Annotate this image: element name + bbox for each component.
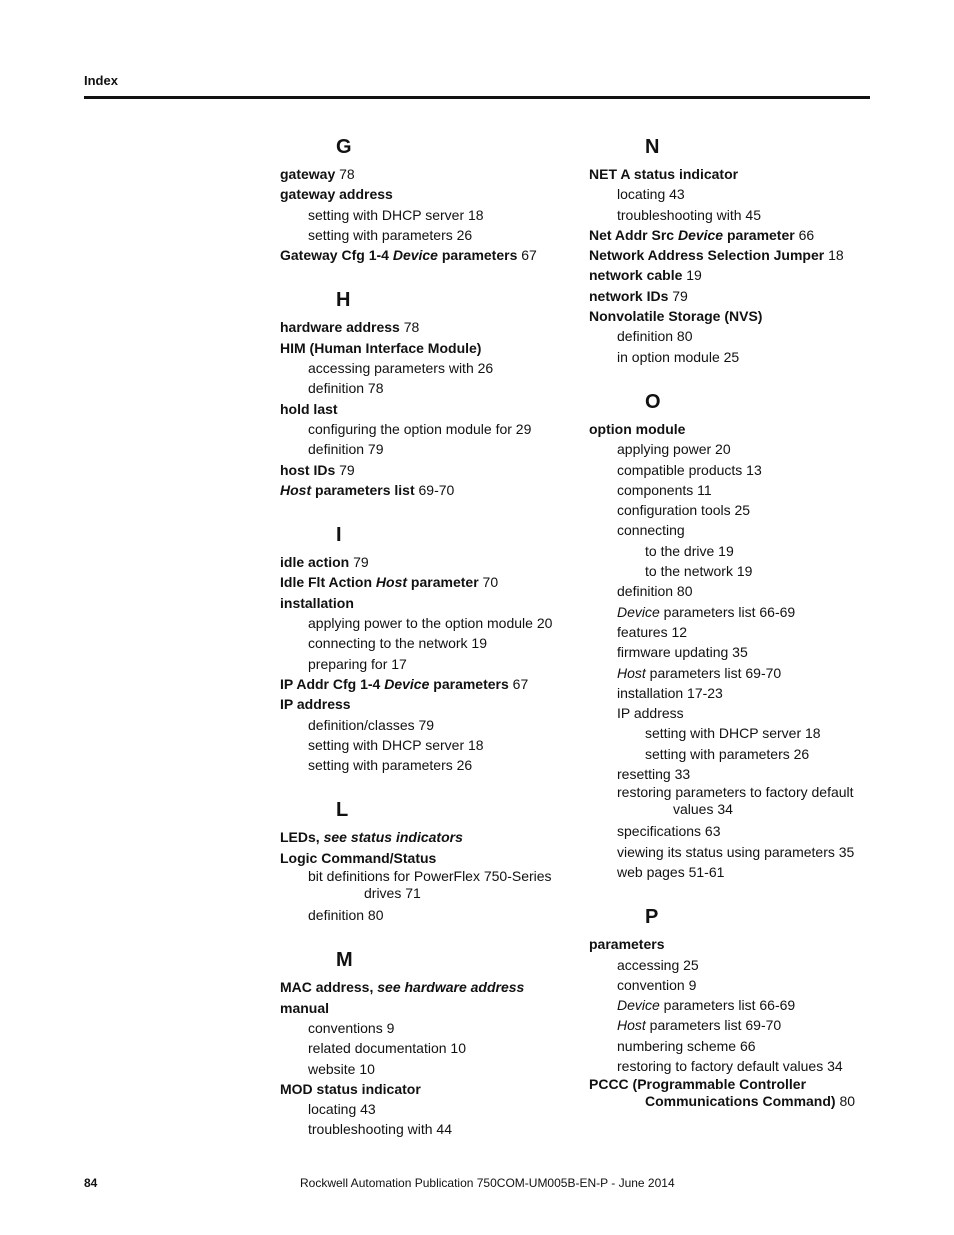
index-subentry xyxy=(280,378,560,398)
index-subentry xyxy=(589,975,869,995)
entry-text: definition 79 xyxy=(308,441,384,458)
entry-text: parameters xyxy=(429,675,509,692)
entry-text: host IDs xyxy=(280,461,336,478)
entry-text: option module xyxy=(589,420,686,437)
entry-text: see hardware address xyxy=(377,979,525,996)
entry-text: accessing 25 xyxy=(617,956,699,973)
entry-text: parameters list 69-70 xyxy=(645,664,782,681)
index-subentry xyxy=(280,633,560,653)
index-subentry xyxy=(589,1015,869,1035)
index-subentry xyxy=(589,955,869,975)
index-subentry xyxy=(280,439,560,459)
index-subentry xyxy=(280,358,560,378)
entry-text: installation 17-23 xyxy=(617,684,723,701)
index-subentry xyxy=(280,1119,560,1139)
index-entry xyxy=(589,164,869,184)
entry-text: gateway address xyxy=(280,186,393,203)
index-entry xyxy=(280,694,560,714)
index-entry xyxy=(280,827,560,847)
running-header: Index xyxy=(84,73,118,88)
entry-text: parameters xyxy=(437,247,518,264)
index-subentry xyxy=(280,755,560,775)
section-letter: P xyxy=(645,906,659,929)
index-section-n xyxy=(589,133,869,367)
section-letter: L xyxy=(336,799,349,822)
entry-text: Host xyxy=(617,664,646,681)
entry-text: PCCC (Programmable Controller Communications Command) xyxy=(589,1076,836,1110)
index-entry xyxy=(589,306,869,326)
entry-text: parameters list 66-69 xyxy=(659,603,796,620)
index-section-p xyxy=(589,903,869,1110)
entry-text: definition 78 xyxy=(308,380,384,397)
index-entry xyxy=(280,1079,560,1099)
section-letter: M xyxy=(336,949,353,972)
index-entry xyxy=(280,184,560,204)
entry-text: 19 xyxy=(682,267,702,284)
index-subentry xyxy=(280,419,560,439)
entry-text: definition 80 xyxy=(617,328,693,345)
index-column-left xyxy=(280,133,560,1161)
publication-info: Rockwell Automation Publication 750COM-UM005B-EN-P - June 2014 xyxy=(300,1176,675,1190)
index-subentry xyxy=(280,715,560,735)
index-subentry xyxy=(589,821,869,841)
section-letter: O xyxy=(645,390,661,413)
entry-text: MOD status indicator xyxy=(280,1080,421,1097)
entry-text: conventions 9 xyxy=(308,1019,395,1036)
entry-text: viewing its status using parameters 35 xyxy=(617,843,855,860)
header-rule xyxy=(84,96,870,99)
index-entry xyxy=(280,674,560,694)
entry-text: related documentation 10 xyxy=(308,1040,466,1057)
index-subentry xyxy=(280,613,560,633)
entry-text: gateway xyxy=(280,166,336,182)
index-entry xyxy=(280,848,560,868)
index-entry xyxy=(280,460,560,480)
index-subentry xyxy=(589,500,869,520)
index-section-g xyxy=(280,133,560,265)
index-subentry xyxy=(280,905,560,925)
index-subentry xyxy=(589,439,869,459)
index-subentry xyxy=(589,347,869,367)
entry-text: Logic Command/Status xyxy=(280,849,437,866)
entry-text: numbering scheme 66 xyxy=(617,1037,756,1054)
entry-text: locating 43 xyxy=(308,1101,376,1118)
index-subentry xyxy=(589,184,869,204)
entry-text: resetting 33 xyxy=(617,766,691,783)
entry-text: MAC address, xyxy=(280,979,378,996)
entry-text: 67 xyxy=(508,675,529,692)
entry-text: NET A status indicator xyxy=(589,166,739,182)
index-subentry xyxy=(280,868,560,902)
entry-text: applying power 20 xyxy=(617,441,731,458)
index-entry xyxy=(589,245,869,265)
entry-text: Gateway Cfg 1-4 xyxy=(280,247,393,264)
entry-text: hardware address xyxy=(280,319,400,336)
entry-text: 70 xyxy=(478,574,499,591)
entry-text: IP Addr Cfg 1-4 xyxy=(280,675,385,692)
section-letter: G xyxy=(336,136,352,158)
index-section-i xyxy=(280,521,560,775)
entry-text: network IDs xyxy=(589,287,669,304)
index-subentry xyxy=(589,520,869,540)
entry-text: preparing for 17 xyxy=(308,655,407,672)
index-entry xyxy=(280,399,560,419)
entry-text: Host xyxy=(280,481,312,498)
entry-text: 69-70 xyxy=(414,481,455,498)
entry-text: 66 xyxy=(794,226,815,243)
index-entry xyxy=(280,480,560,500)
index-section-l xyxy=(280,796,560,925)
index-subentry xyxy=(589,541,869,561)
index-subentry xyxy=(589,480,869,500)
entry-text: definition 80 xyxy=(617,583,693,600)
entry-text: IP address xyxy=(617,705,684,722)
entry-text: installation xyxy=(280,594,354,611)
entry-text: Device xyxy=(392,247,438,264)
index-entry xyxy=(280,245,560,265)
entry-text: definition 80 xyxy=(308,907,384,924)
entry-text: firmware updating 35 xyxy=(617,644,748,661)
index-entry xyxy=(280,552,560,572)
entry-text: setting with parameters 26 xyxy=(645,745,810,762)
entry-text: Network Address Selection Jumper xyxy=(589,247,825,264)
entry-text: parameter xyxy=(407,574,479,591)
entry-text: configuring the option module for 29 xyxy=(308,420,532,437)
index-entry xyxy=(589,225,869,245)
index-entry xyxy=(280,593,560,613)
entry-text: configuration tools 25 xyxy=(617,502,751,519)
entry-text: parameters list 69-70 xyxy=(645,1017,782,1034)
index-entry xyxy=(280,317,560,337)
entry-text: 79 xyxy=(349,554,369,571)
entry-text: troubleshooting with 44 xyxy=(308,1121,452,1138)
entry-text: restoring parameters to factory default values 34 xyxy=(617,784,854,818)
entry-text: idle action xyxy=(280,554,350,571)
index-column-right xyxy=(589,133,869,1131)
entry-text: definition/classes 79 xyxy=(308,716,435,733)
entry-text: 67 xyxy=(517,247,537,264)
index-subentry xyxy=(280,205,560,225)
index-subentry xyxy=(589,460,869,480)
entry-text: compatible products 13 xyxy=(617,461,762,478)
entry-text: components 11 xyxy=(617,481,712,498)
index-subentry xyxy=(589,744,869,764)
entry-text: restoring to factory default values 34 xyxy=(617,1057,843,1074)
entry-text: HIM (Human Interface Module) xyxy=(280,339,482,356)
entry-text: Host xyxy=(375,574,408,591)
entry-text: connecting to the network 19 xyxy=(308,635,488,652)
entry-text: Device xyxy=(617,997,660,1014)
section-letter: N xyxy=(645,136,660,158)
entry-text: specifications 63 xyxy=(617,823,721,840)
entry-text: Host xyxy=(617,1017,646,1034)
index-section-m xyxy=(280,946,560,1139)
section-letter: I xyxy=(336,524,342,547)
index-entry xyxy=(589,286,869,306)
entry-text: locating 43 xyxy=(617,186,685,203)
index-subentry xyxy=(589,622,869,642)
entry-text: to the drive 19 xyxy=(645,542,734,559)
index-subentry xyxy=(589,784,869,818)
index-subentry xyxy=(280,1059,560,1079)
index-subentry xyxy=(589,205,869,225)
entry-text: Net Addr Src xyxy=(589,226,678,243)
entry-text: bit definitions for PowerFlex 750-Series drives 71 xyxy=(308,868,552,902)
entry-text: 78 xyxy=(399,319,420,336)
entry-text: Device xyxy=(617,603,660,620)
index-subentry xyxy=(280,735,560,755)
index-subentry xyxy=(589,1056,869,1076)
index-subentry xyxy=(589,1036,869,1056)
entry-text: 80 xyxy=(835,1093,856,1110)
entry-text: troubleshooting with 45 xyxy=(617,206,761,223)
index-entry xyxy=(280,998,560,1018)
entry-text: features 12 xyxy=(617,623,688,640)
entry-text: hold last xyxy=(280,400,338,417)
section-letter: H xyxy=(336,289,351,312)
index-subentry xyxy=(589,663,869,683)
entry-text: in option module 25 xyxy=(617,348,740,365)
entry-text: LEDs, xyxy=(280,829,324,846)
entry-text: Device xyxy=(384,675,430,692)
entry-text: parameters list 66-69 xyxy=(659,997,796,1014)
entry-text: network cable xyxy=(589,267,683,284)
entry-text: to the network 19 xyxy=(645,563,753,580)
entry-text: Nonvolatile Storage (NVS) xyxy=(589,308,763,325)
index-subentry xyxy=(589,561,869,581)
entry-text: see status indicators xyxy=(323,829,463,846)
index-subentry xyxy=(589,683,869,703)
entry-text: applying power to the option module 20 xyxy=(308,615,553,632)
index-subentry xyxy=(280,1018,560,1038)
entry-text: setting with DHCP server 18 xyxy=(308,206,484,223)
index-section-h xyxy=(280,286,560,500)
entry-text: setting with DHCP server 18 xyxy=(308,736,484,753)
index-subentry xyxy=(589,764,869,784)
index-subentry xyxy=(589,842,869,862)
entry-text: web pages 51-61 xyxy=(617,863,725,880)
index-entry xyxy=(280,977,560,997)
index-subentry xyxy=(280,1099,560,1119)
entry-text: 79 xyxy=(335,461,355,478)
page-number: 84 xyxy=(84,1176,98,1190)
index-subentry xyxy=(589,642,869,662)
entry-text: accessing parameters with 26 xyxy=(308,360,494,377)
entry-text: 78 xyxy=(335,166,355,182)
entry-text: manual xyxy=(280,999,330,1016)
entry-text: setting with DHCP server 18 xyxy=(645,725,821,742)
entry-text: parameters xyxy=(589,936,665,953)
index-entry xyxy=(280,338,560,358)
entry-text: parameters list xyxy=(311,481,415,498)
index-subentry xyxy=(589,326,869,346)
index-subentry xyxy=(589,602,869,622)
entry-text: 79 xyxy=(668,287,688,304)
index-entry xyxy=(280,164,560,184)
index-subentry xyxy=(280,654,560,674)
entry-text: IP address xyxy=(280,696,351,713)
entry-text: connecting xyxy=(617,522,685,539)
index-subentry xyxy=(280,225,560,245)
entry-text: 18 xyxy=(824,247,844,264)
entry-text: setting with parameters 26 xyxy=(308,757,473,774)
entry-text: convention 9 xyxy=(617,976,697,993)
index-entry xyxy=(589,934,869,954)
index-subentry xyxy=(589,995,869,1015)
index-entry xyxy=(280,572,560,592)
entry-text: setting with parameters 26 xyxy=(308,226,473,243)
entry-text: Device xyxy=(677,226,724,243)
index-entry xyxy=(589,265,869,285)
index-entry xyxy=(589,419,869,439)
entry-text: Idle Flt Action xyxy=(280,574,376,591)
index-subentry xyxy=(280,1038,560,1058)
index-subentry xyxy=(589,581,869,601)
index-subentry xyxy=(589,862,869,882)
index-subentry xyxy=(589,703,869,723)
entry-text: website 10 xyxy=(308,1060,375,1077)
index-subentry xyxy=(589,723,869,743)
index-section-o xyxy=(589,388,869,882)
entry-text: parameter xyxy=(723,226,795,243)
index-entry xyxy=(589,1076,869,1110)
